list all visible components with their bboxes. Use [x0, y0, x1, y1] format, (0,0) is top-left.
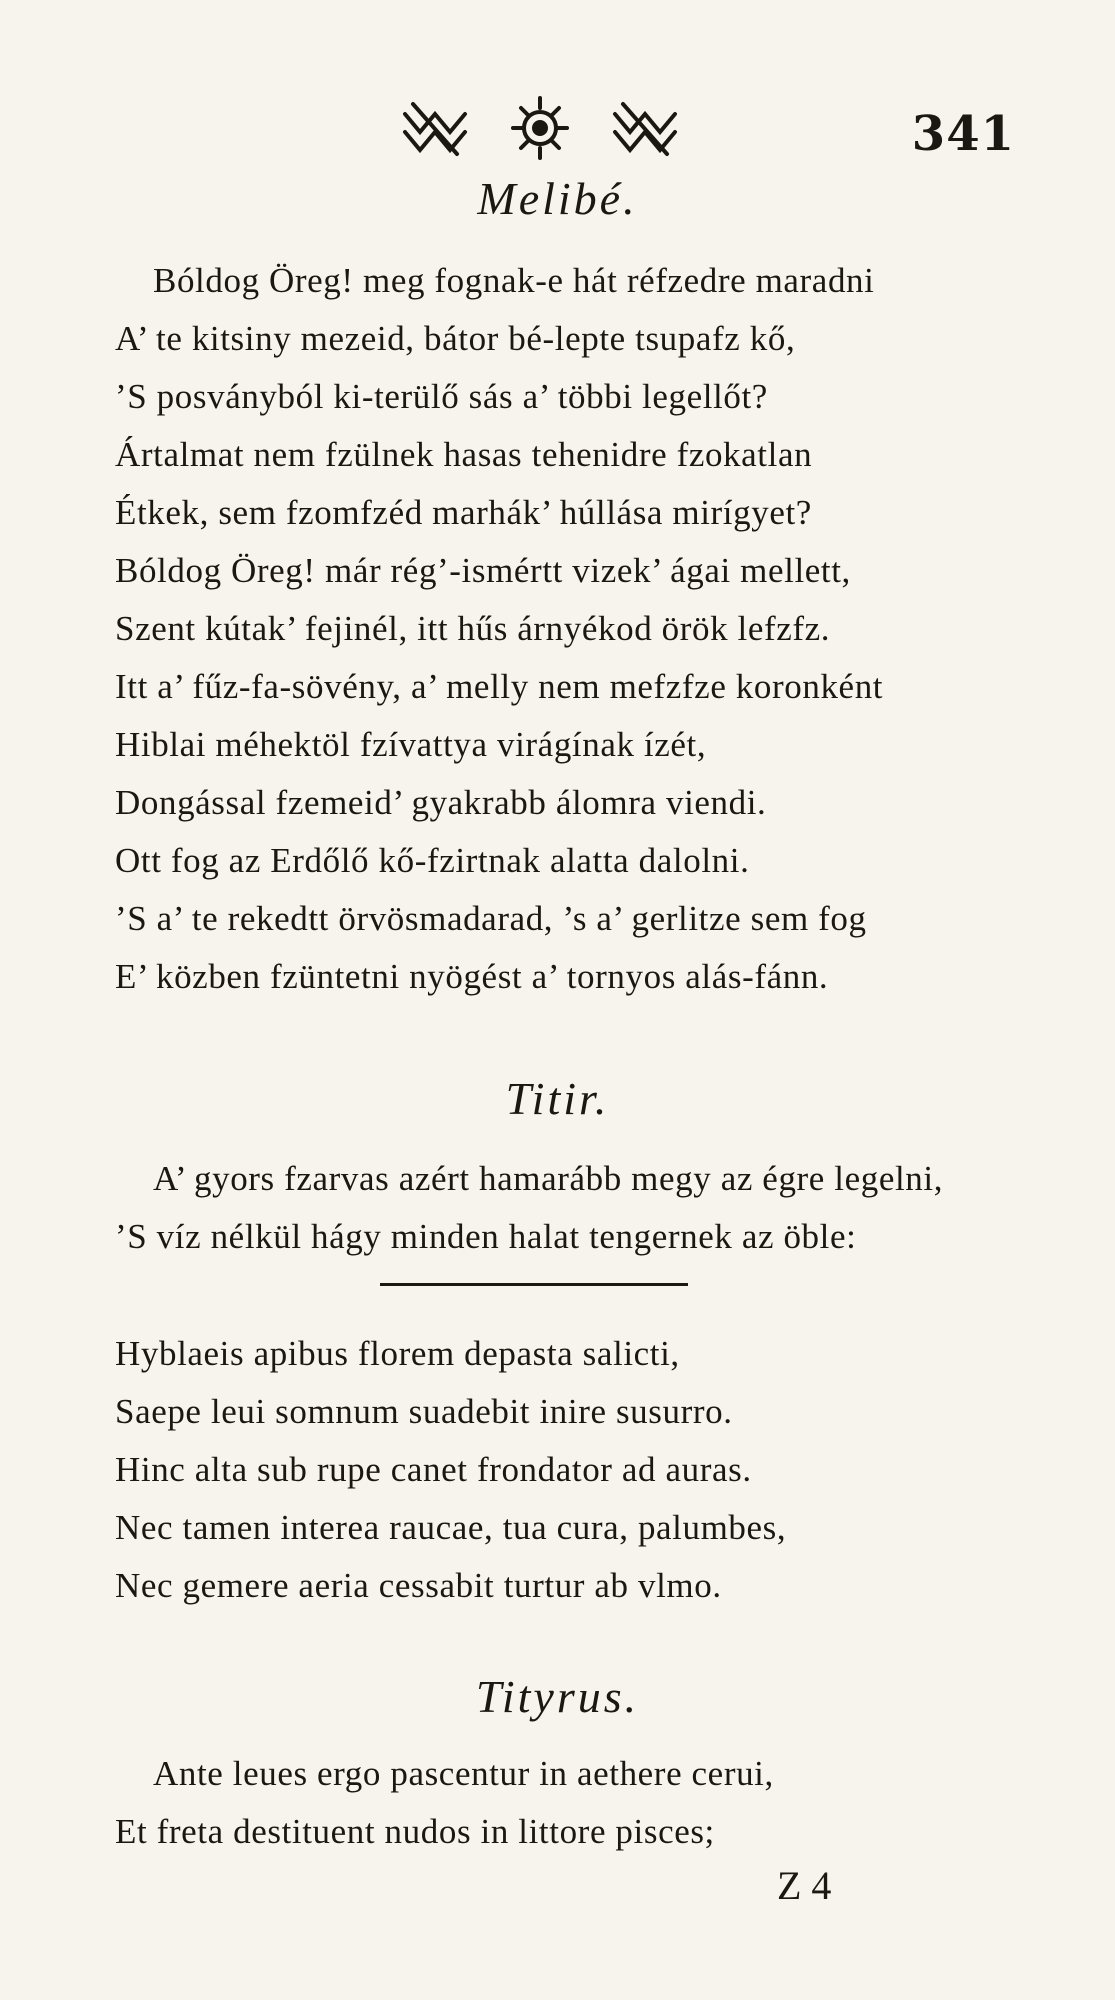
- page-number: 341: [911, 106, 1015, 162]
- verse-line: Hiblai méhektöl fzívattya virágínak ízét,: [115, 725, 707, 764]
- verse-latin-melibe: [115, 1325, 995, 1615]
- verse-line: Ártalmat nem fzülnek hasas tehenidre fzokatlan: [115, 435, 813, 474]
- verse-line: ’S víz nélkül hágy minden halat tengernek az öble:: [115, 1217, 857, 1256]
- ornament-icon: [395, 92, 685, 162]
- verse-line: Ott fog az Erdőlő kő-fzirtnak alatta dalolni.: [115, 841, 750, 880]
- speaker-heading-titir: Titir.: [505, 1073, 610, 1124]
- verse-line: Et freta destituent nudos in littore pisces;: [115, 1812, 715, 1851]
- verse-line: Nec gemere aeria cessabit turtur ab vlmo.: [115, 1566, 722, 1605]
- verse-line: E’ közben fzüntetni nyögést a’ tornyos alás-fánn.: [115, 957, 829, 996]
- verse-melibe: [115, 252, 995, 1006]
- verse-line: ’S a’ te rekedtt örvösmadarad, ’s a’ gerlitze sem fog: [115, 899, 867, 938]
- verse-line: Saepe leui somnum suadebit inire susurro.: [115, 1392, 733, 1431]
- verse-line: Dongással fzemeid’ gyakrabb álomra viendi.: [115, 783, 767, 822]
- section-divider: [380, 1283, 688, 1286]
- verse-line: Nec tamen interea raucae, tua cura, palumbes,: [115, 1508, 787, 1547]
- verse-titir: [115, 1150, 995, 1266]
- verse-line: Itt a’ fűz-fa-sövény, a’ melly nem mefzfze koronként: [115, 667, 884, 706]
- verse-line: A’ gyors fzarvas azért hamarább megy az égre legelni,: [153, 1159, 944, 1198]
- verse-line: Ante leues ergo pascentur in aethere cerui,: [153, 1754, 774, 1793]
- verse-line: Hinc alta sub rupe canet frondator ad auras.: [115, 1450, 752, 1489]
- speaker-heading-tityrus: Tityrus.: [475, 1671, 640, 1722]
- speaker-heading-melibe: Melibé.: [477, 173, 638, 224]
- signature-mark: Z 4: [777, 1863, 832, 1908]
- verse-line: Bóldog Öreg! meg fognak-e hát réfzedre maradni: [153, 261, 875, 300]
- verse-line: Szent kútak’ fejinél, itt hűs árnyékod örök lefzfz.: [115, 609, 831, 648]
- verse-tityrus: [115, 1745, 995, 1861]
- verse-line: A’ te kitsiny mezeid, bátor bé-lepte tsupafz kő,: [115, 319, 796, 358]
- verse-line: Hyblaeis apibus florem depasta salicti,: [115, 1334, 680, 1373]
- verse-line: Étkek, sem fzomfzéd marhák’ húllása mirígyet?: [115, 493, 812, 532]
- verse-line: ’S posványból ki-terülő sás a’ többi legellőt?: [115, 377, 768, 416]
- verse-line: Bóldog Öreg! már rég’-ismértt vizek’ ágai mellett,: [115, 551, 851, 590]
